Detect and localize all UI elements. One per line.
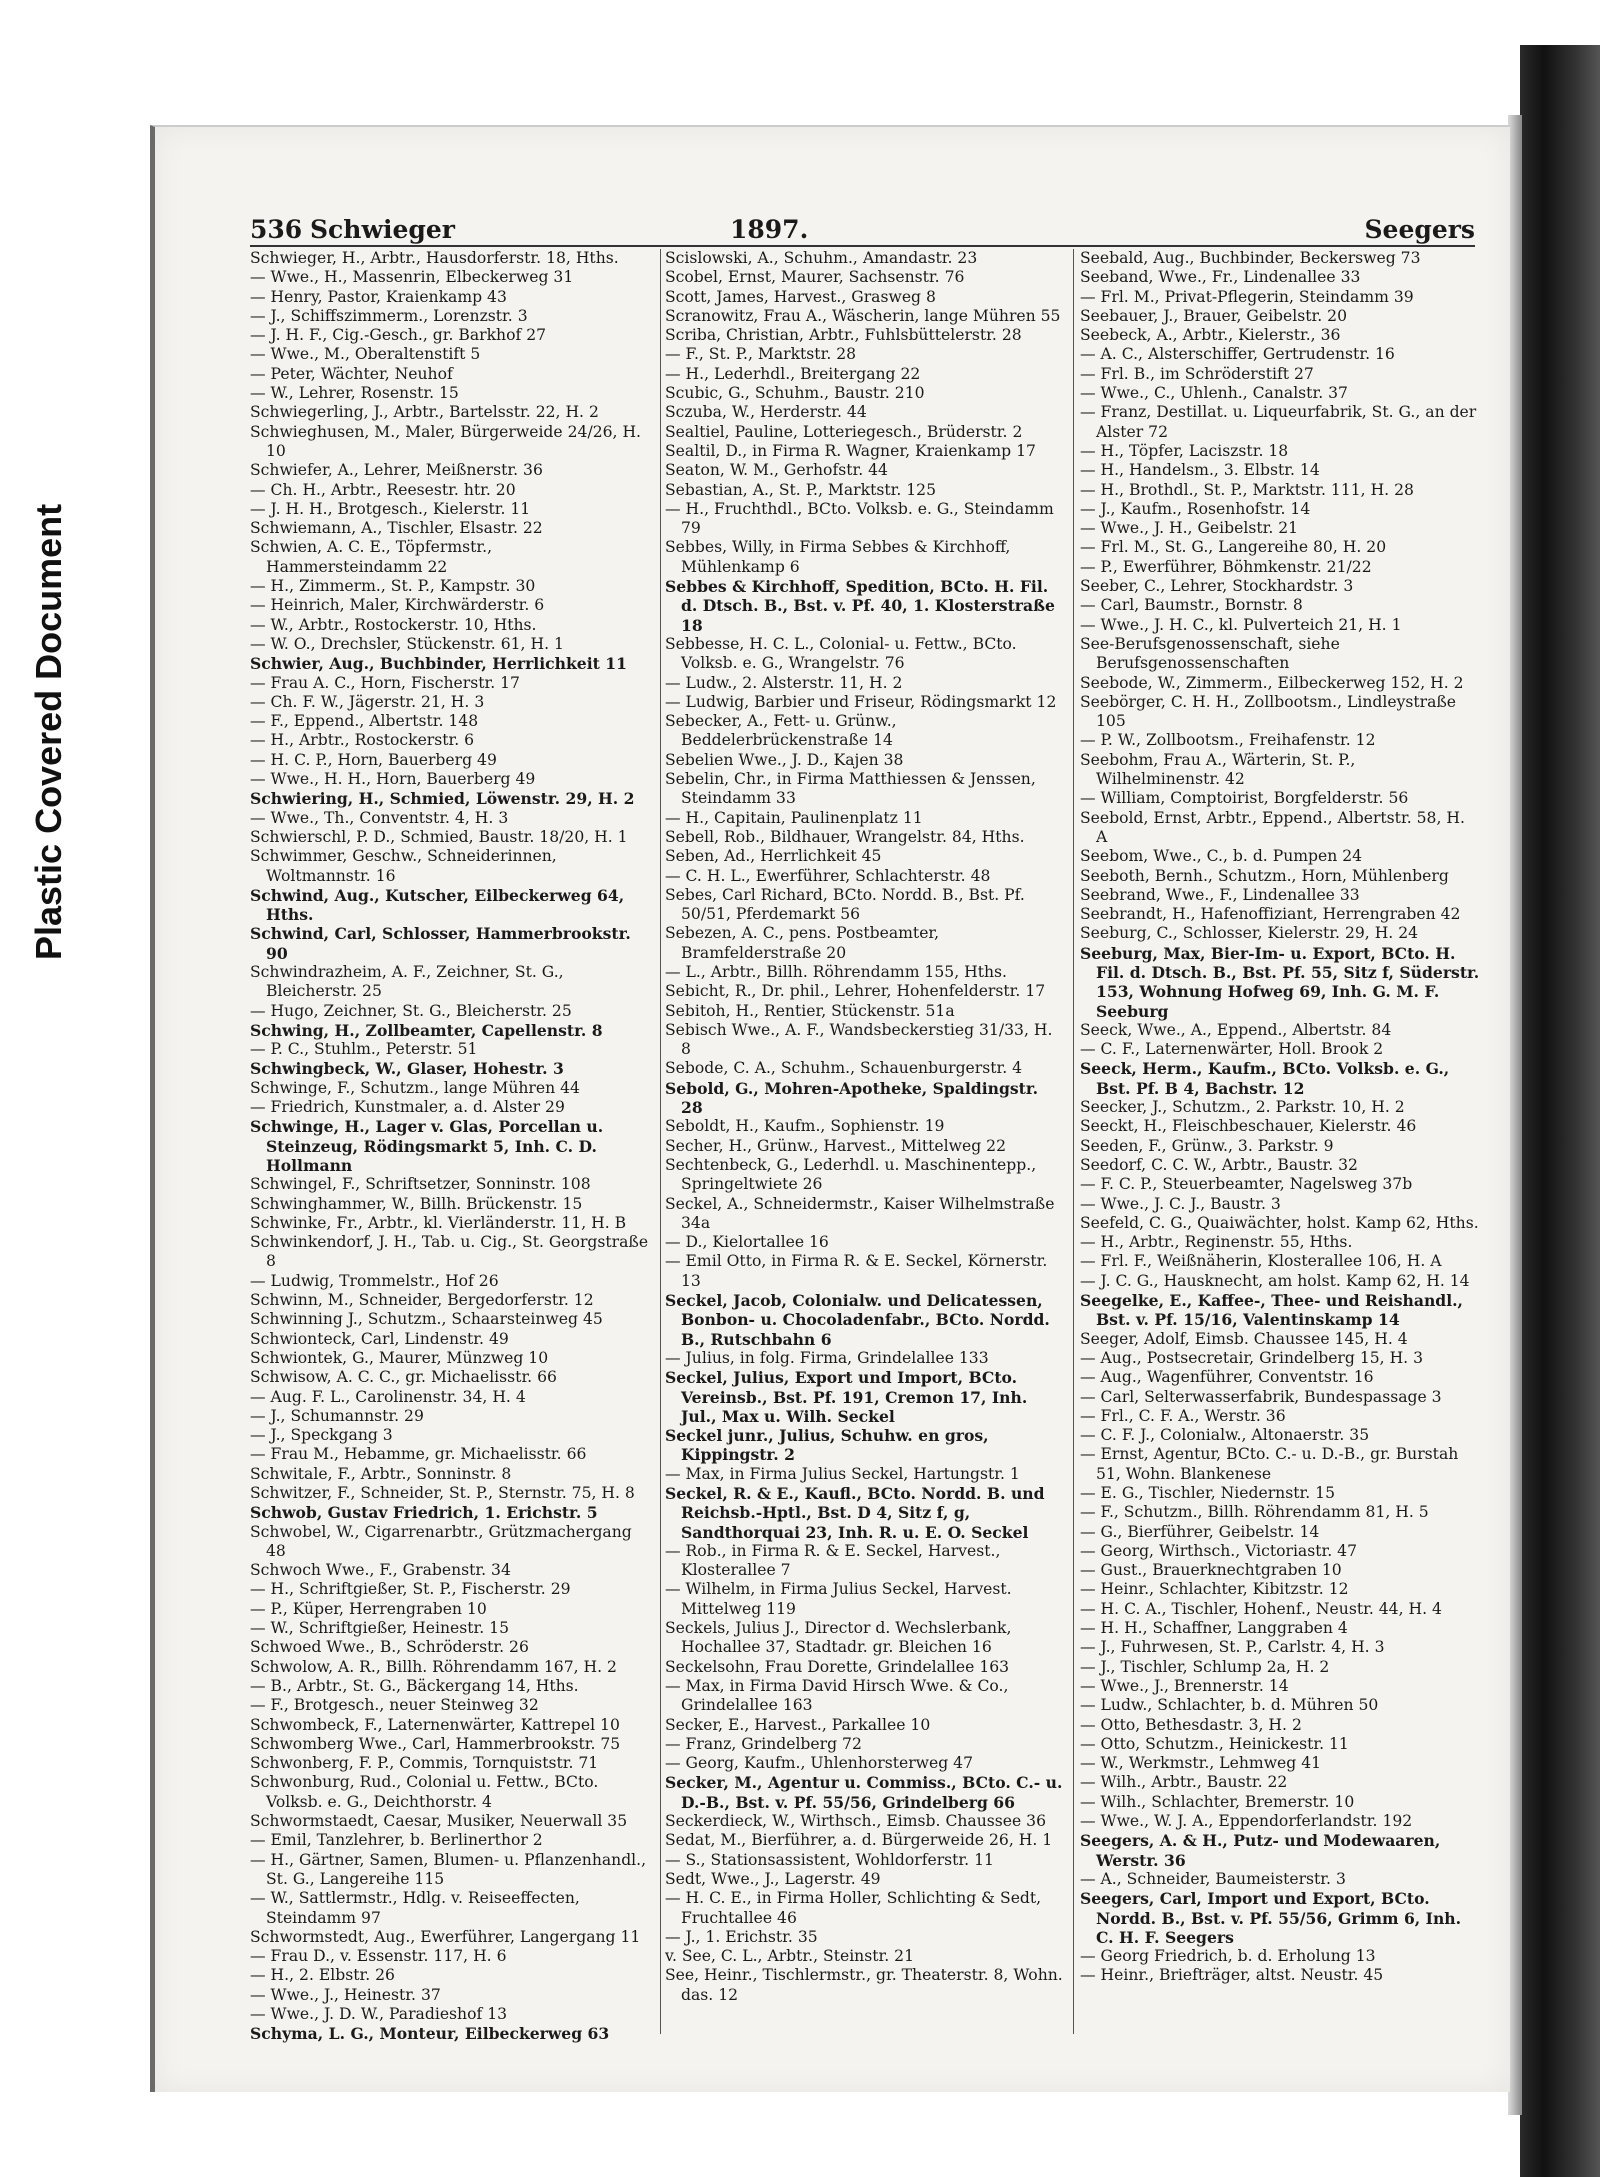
directory-entry: — H., Zimmerm., St. P., Kampstr. 30	[250, 577, 536, 596]
directory-entry: — Hugo, Zeichner, St. G., Bleicherstr. 25	[250, 1001, 572, 1020]
directory-entry: — Henry, Pastor, Kraienkamp 43	[250, 287, 507, 306]
directory-entry: — H. H., Schaffner, Langgraben 4	[1080, 1619, 1348, 1638]
directory-entry: — E. G., Tischler, Niedernstr. 15	[1080, 1484, 1335, 1502]
directory-entry: — F., Eppend., Albertstr. 148	[250, 712, 479, 731]
directory-entry: Schwoch Wwe., F., Grabenstr. 34	[250, 1561, 511, 1580]
directory-entry: — Aug., Wagenführer, Conventstr. 16	[1080, 1368, 1374, 1387]
directory-entry: — Franz, Grindelberg 72	[665, 1734, 862, 1753]
directory-entry: — H., Lederhdl., Breitergang 22	[665, 364, 921, 383]
directory-entry: Schwiemann, A., Tischler, Elsastr. 22	[250, 519, 543, 538]
directory-entry: — Wwe., J., Heinestr. 37	[250, 1985, 441, 2004]
directory-entry: — F. C. P., Steuerbeamter, Nagelsweg 37b	[1080, 1175, 1413, 1194]
directory-entry: Schwinghammer, W., Billh. Brückenstr. 15	[250, 1194, 583, 1213]
directory-entry: — S., Stationsassistent, Wohldorferstr. 11	[665, 1850, 994, 1869]
directory-entry: Schwisow, A. C. C., gr. Michaelisstr. 66	[250, 1368, 557, 1387]
directory-entry: — Wwe., J. H. C., kl. Pulverteich 21, H. 1	[1080, 615, 1402, 634]
directory-entry: Seebold, Ernst, Arbtr., Eppend., Albertstr. 58, H. A	[1080, 808, 1465, 846]
document-page	[150, 125, 1510, 2092]
directory-entry: — Ludwig, Trommelstr., Hof 26	[250, 1271, 499, 1290]
directory-entry: — A. C., Alsterschiffer, Gertrudenstr. 16	[1080, 345, 1395, 364]
directory-entry: — F., St. P., Marktstr. 28	[665, 345, 857, 364]
directory-entry: See-Berufsgenossenschaft, siehe Berufsgenossenschaften	[1080, 634, 1340, 673]
directory-entry: Sebold, G., Mohren-Apotheke, Spaldingstr. 28	[665, 1078, 1039, 1118]
directory-entry: — J., Tischler, Schlump 2a, H. 2	[1080, 1657, 1330, 1676]
directory-entry: Sebisch Wwe., A. F., Wandsbeckerstieg 31/33, H. 8	[665, 1020, 1053, 1059]
directory-entry: — Heinr., Briefträger, altst. Neustr. 45	[1080, 1966, 1384, 1985]
directory-entry: — P., Ewerführer, Böhmkenstr. 21/22	[1080, 557, 1372, 576]
header-right-word: Seegers	[1364, 215, 1475, 244]
directory-entry: — W. O., Drechsler, Stückenstr. 61, H. 1	[250, 634, 564, 653]
scanner-edge	[1520, 45, 1600, 2177]
directory-entry: — J., 1. Erichstr. 35	[665, 1927, 818, 1946]
directory-entry: — W., Werkmstr., Lehmweg 41	[1080, 1754, 1322, 1773]
directory-entry: — H., Töpfer, Laciszstr. 18	[1080, 441, 1289, 460]
directory-entry: — Wwe., M., Oberaltenstift 5	[250, 345, 481, 364]
directory-entry: Schwimmer, Geschw., Schneiderinnen, Woltmannstr. 16	[250, 847, 557, 885]
directory-entry: Schwitzer, F., Schneider, St. P., Sternstr. 75, H. 8	[250, 1484, 635, 1502]
directory-entry: Seeger, Adolf, Eimsb. Chaussee 145, H. 4	[1080, 1329, 1408, 1348]
directory-entry: — W., Sattlermstr., Hdlg. v. Reiseeffecten, Steindamm 97	[250, 1889, 580, 1927]
directory-entry: — J. H. F., Cig.-Gesch., gr. Barkhof 27	[250, 326, 547, 345]
directory-entry: Seegelke, E., Kaffee-, Thee- und Reishandl., Bst. v. Pf. 15/16, Valentinskamp 14	[1080, 1291, 1463, 1330]
directory-entry: Secker, E., Harvest., Parkallee 10	[665, 1715, 931, 1734]
directory-entry: — Ch. F. W., Jägerstr. 21, H. 3	[250, 692, 485, 711]
directory-entry: Seeboth, Bernh., Schutzm., Horn, Mühlenberg	[1080, 866, 1449, 885]
directory-entry: Schwien, A. C. E., Töpfermstr., Hammersteindamm 22	[250, 538, 493, 576]
directory-entry: — Frl. B., im Schröderstift 27	[1080, 364, 1314, 383]
directory-entry: — J., Schumannstr. 29	[250, 1406, 424, 1425]
directory-entry: Seckel, Jacob, Colonialw. und Delicatessen, Bonbon- u. Chocoladenfabr., BCto. Nordd. B., Rutschbahn 6	[665, 1291, 1050, 1349]
directory-column-3	[1080, 249, 1480, 1986]
directory-entry: Sealtil, D., in Firma R. Wagner, Kraienkamp 17	[665, 441, 1036, 460]
directory-entry: Seebrand, Wwe., F., Lindenallee 33	[1080, 885, 1360, 904]
directory-entry: — Ludwig, Barbier und Friseur, Rödingsmarkt 12	[665, 692, 1057, 711]
directory-entry: Seeden, F., Grünw., 3. Parkstr. 9	[1080, 1136, 1334, 1155]
directory-entry: Scislowski, A., Schuhm., Amandastr. 23	[665, 249, 978, 267]
directory-entry: — P., Küper, Herrengraben 10	[250, 1599, 487, 1618]
directory-entry: — J., Speckgang 3	[250, 1426, 393, 1445]
directory-entry: Seeband, Wwe., Fr., Lindenallee 33	[1080, 268, 1361, 287]
directory-entry: — H., Fruchthdl., BCto. Volksb. e. G., Steindamm 79	[665, 499, 1054, 538]
directory-entry: Sebicht, R., Dr. phil., Lehrer, Hohenfelderstr. 17	[665, 982, 1046, 1001]
directory-entry: Schwinn, M., Schneider, Bergedorferstr. 12	[250, 1291, 594, 1310]
directory-entry: — Frl. M., St. G., Langereihe 80, H. 20	[1080, 538, 1387, 557]
directory-entry: Scranowitz, Frau A., Wäscherin, lange Mühren 55	[665, 306, 1061, 325]
header-left-word: Schwieger	[310, 215, 455, 244]
directory-entry: — J. C. G., Hausknecht, am holst. Kamp 62, H. 14	[1080, 1271, 1470, 1290]
directory-entry: Seebörger, C. H. H., Zollbootsm., Lindleystraße 105	[1080, 692, 1457, 731]
directory-entry: — Frau A. C., Horn, Fischerstr. 17	[250, 673, 520, 692]
directory-entry: — H., Arbtr., Rostockerstr. 6	[250, 731, 475, 750]
directory-entry: — H. C. P., Horn, Bauerberg 49	[250, 750, 497, 769]
directory-entry: — Peter, Wächter, Neuhof	[250, 364, 453, 383]
column-divider	[660, 249, 661, 2034]
directory-entry: Sebbes, Willy, in Firma Sebbes & Kirchhoff, Mühlenkamp 6	[665, 538, 1011, 576]
directory-entry: — Aug. F. L., Carolinenstr. 34, H. 4	[250, 1387, 526, 1406]
directory-entry: Schwinning J., Schutzm., Schaarsteinweg 45	[250, 1310, 603, 1329]
directory-entry: — Emil, Tanzlehrer, b. Berlinerthor 2	[250, 1831, 543, 1850]
directory-entry: Scubic, G., Schuhm., Baustr. 210	[665, 384, 925, 403]
directory-entry: Seckel, Julius, Export und Import, BCto. Vereinsb., Bst. Pf. 191, Cremon 17, Inh. Jul., Max u. Wilh. Seckel	[665, 1368, 1028, 1426]
directory-entry: Schwindrazheim, A. F., Zeichner, St. G., Bleicherstr. 25	[250, 962, 564, 1001]
directory-entry: — Julius, in folg. Firma, Grindelallee 133	[665, 1348, 989, 1367]
directory-entry: — Frau M., Hebamme, gr. Michaelisstr. 66	[250, 1445, 587, 1464]
directory-entry: Sebes, Carl Richard, BCto. Nordd. B., Bst. Pf. 50/51, Pferdemarkt 56	[665, 885, 1025, 924]
directory-column-1	[250, 249, 650, 2044]
directory-entry: Seeck, Herm., Kaufm., BCto. Volksb. e. G., Bst. Pf. B 4, Bachstr. 12	[1080, 1059, 1450, 1098]
directory-entry: — Ludw., 2. Alsterstr. 11, H. 2	[665, 673, 903, 692]
directory-entry: Seebohm, Frau A., Wärterin, St. P., Wilhelminenstr. 42	[1080, 750, 1356, 789]
directory-entry: Seeck, Wwe., A., Eppend., Albertstr. 84	[1080, 1020, 1392, 1039]
directory-entry: Seefeld, C. G., Quaiwächter, holst. Kamp 62, Hths.	[1080, 1213, 1479, 1232]
directory-entry: — Ernst, Agentur, BCto. C.- u. D.-B., gr. Burstah 51, Wohn. Blankenese	[1080, 1445, 1459, 1483]
directory-entry: — Ludw., Schlachter, b. d. Mühren 50	[1080, 1696, 1379, 1715]
directory-entry: Schwomberg Wwe., Carl, Hammerbrookstr. 75	[250, 1734, 621, 1753]
directory-entry: See, Heinr., Tischlermstr., gr. Theaterstr. 8, Wohn. das. 12	[665, 1966, 1063, 2004]
directory-entry: Schwinkendorf, J. H., Tab. u. Cig., St. Georgstraße 8	[250, 1233, 649, 1271]
directory-entry: — B., Arbtr., St. G., Bäckergang 14, Hths.	[250, 1676, 579, 1695]
directory-entry: Seecker, J., Schutzm., 2. Parkstr. 10, H. 2	[1080, 1098, 1405, 1117]
directory-entry: Sebbes & Kirchhoff, Spedition, BCto. H. Fil. d. Dtsch. B., Bst. v. Pf. 40, 1. Klosterstraße 18	[665, 577, 1055, 635]
page-number: 536	[250, 215, 303, 244]
directory-entry: Sealtiel, Pauline, Lotteriegesch., Brüderstr. 2	[665, 422, 1023, 441]
directory-entry: Sebell, Rob., Bildhauer, Wrangelstr. 84, Hths.	[665, 827, 1025, 846]
directory-entry: Sebelien Wwe., J. D., Kajen 38	[665, 750, 904, 769]
directory-entry: Sebezen, A. C., pens. Postbeamter, Bramfelderstraße 20	[665, 924, 940, 962]
directory-entry: Seben, Ad., Herrlichkeit 45	[665, 847, 882, 866]
directory-entry: — H., Brothdl., St. P., Marktstr. 111, H. 28	[1080, 480, 1414, 499]
directory-entry: — J., Schiffszimmerm., Lorenzstr. 3	[250, 306, 528, 325]
directory-entry: — C. H. L., Ewerführer, Schlachterstr. 48	[665, 866, 991, 885]
directory-entry: Schwitale, F., Arbtr., Sonninstr. 8	[250, 1464, 512, 1483]
directory-entry: — Aug., Postsecretair, Grindelberg 15, H. 3	[1080, 1348, 1424, 1367]
directory-entry: — C. F., Laternenwärter, Holl. Brook 2	[1080, 1040, 1384, 1059]
directory-entry: — Wilh., Schlachter, Bremerstr. 10	[1080, 1792, 1355, 1811]
directory-entry: — J., Fuhrwesen, St. P., Carlstr. 4, H. 3	[1080, 1638, 1385, 1657]
directory-entry: Seboldt, H., Kaufm., Sophienstr. 19	[665, 1117, 945, 1136]
next-page-edge	[1508, 115, 1522, 2115]
directory-entry: — Emil Otto, in Firma R. & E. Seckel, Körnerstr. 13	[665, 1252, 1048, 1290]
directory-entry: — F., Brotgesch., neuer Steinweg 32	[250, 1696, 539, 1715]
column-divider	[1073, 249, 1074, 2034]
directory-entry: — Georg Friedrich, b. d. Erholung 13	[1080, 1947, 1376, 1966]
directory-entry: Sedt, Wwe., J., Lagerstr. 49	[665, 1869, 881, 1888]
directory-entry: Seeckt, H., Fleischbeschauer, Kielerstr. 46	[1080, 1117, 1417, 1136]
directory-entry: — Wwe., C., Uhlenh., Canalstr. 37	[1080, 384, 1348, 403]
directory-entry: — Wwe., W. J. A., Eppendorferlandstr. 192	[1080, 1812, 1413, 1831]
directory-entry: Schwier, Aug., Buchbinder, Herrlichkeit 11	[250, 654, 627, 674]
directory-entry: Seeber, C., Lehrer, Stockhardstr. 3	[1080, 577, 1354, 596]
directory-entry: — H. C. E., in Firma Holler, Schlichting & Sedt, Fruchtallee 46	[665, 1889, 1042, 1927]
directory-entry: — F., Schutzm., Billh. Röhrendamm 81, H. 5	[1080, 1503, 1429, 1522]
directory-entry: — H., Capitain, Paulinenplatz 11	[665, 808, 923, 827]
directory-entry: Seebom, Wwe., C., b. d. Pumpen 24	[1080, 847, 1363, 866]
directory-entry: Schwob, Gustav Friedrich, 1. Erichstr. 5	[250, 1503, 598, 1523]
directory-entry: — H., Arbtr., Reginenstr. 55, Hths.	[1080, 1233, 1353, 1252]
directory-entry: Schwingel, F., Schriftsetzer, Sonninstr. 108	[250, 1175, 591, 1194]
directory-entry: Seegers, A. & H., Putz- und Modewaaren, Werstr. 36	[1080, 1831, 1441, 1870]
side-label: Plastic Covered Document	[28, 503, 69, 960]
directory-entry: — Ch. H., Arbtr., Reesestr. htr. 20	[250, 480, 516, 499]
directory-entry: — H., Handelsm., 3. Elbstr. 14	[1080, 461, 1320, 480]
directory-entry: Schwieger, H., Arbtr., Hausdorferstr. 18, Hths.	[250, 249, 619, 267]
directory-entry: Sebbesse, H. C. L., Colonial- u. Fettw., BCto. Volksb. e. G., Wrangelstr. 76	[665, 634, 1017, 673]
directory-entry: — A., Schneider, Baumeisterstr. 3	[1080, 1869, 1346, 1888]
directory-entry: — W., Schriftgießer, Heinestr. 15	[250, 1619, 510, 1638]
directory-entry: Seckel, A., Schneidermstr., Kaiser Wilhelmstraße 34a	[665, 1194, 1055, 1232]
directory-entry: — Wwe., J. D. W., Paradieshof 13	[250, 2005, 508, 2024]
directory-entry: Secker, M., Agentur u. Commiss., BCto. C.- u. D.-B., Bst. v. Pf. 55/56, Grindelberg 66	[665, 1773, 1063, 1812]
directory-entry: Seckel junr., Julius, Schuhw. en gros, Kippingstr. 2	[665, 1426, 989, 1465]
directory-entry: Schwormstedt, Aug., Ewerführer, Langergang 11	[250, 1927, 641, 1946]
directory-entry: — Georg, Kaufm., Uhlenhorsterweg 47	[665, 1754, 974, 1773]
directory-entry: Seegers, Carl, Import und Export, BCto. Nordd. B., Bst. v. Pf. 55/56, Grimm 6, Inh. C. H. F. Seegers	[1080, 1889, 1462, 1947]
directory-entry: Schyma, L. G., Monteur, Eilbeckerweg 63	[250, 2024, 610, 2044]
directory-entry: Schwiegerling, J., Arbtr., Bartelsstr. 22, H. 2	[250, 403, 599, 422]
directory-entry: Schwierschl, P. D., Schmied, Baustr. 18/20, H. 1	[250, 827, 628, 846]
directory-entry: Seebeck, A., Arbtr., Kielerstr., 36	[1080, 326, 1341, 345]
header-rule	[250, 245, 1475, 247]
header-year: 1897.	[730, 215, 809, 244]
directory-entry: Schwormstaedt, Caesar, Musiker, Neuerwall 35	[250, 1812, 628, 1831]
directory-entry: — Wwe., J., Brennerstr. 14	[1080, 1676, 1289, 1695]
directory-entry: Sebelin, Chr., in Firma Matthiessen & Jenssen, Steindamm 33	[665, 770, 1036, 808]
directory-entry: Schwonberg, F. P., Commis, Tornquiststr. 71	[250, 1754, 599, 1773]
directory-entry: Seebrandt, H., Hafenoffiziant, Herrengraben 42	[1080, 905, 1461, 924]
directory-entry: Schwionteck, Carl, Lindenstr. 49	[250, 1329, 509, 1348]
directory-entry: — L., Arbtr., Billh. Röhrendamm 155, Hths.	[665, 962, 1007, 981]
directory-entry: — Heinrich, Maler, Kirchwärderstr. 6	[250, 596, 545, 615]
directory-entry: — Carl, Selterwasserfabrik, Bundespassage 3	[1080, 1387, 1442, 1406]
directory-entry: Scriba, Christian, Arbtr., Fuhlsbüttelerstr. 28	[665, 326, 1022, 345]
directory-entry: — Frl. M., Privat-Pflegerin, Steindamm 39	[1080, 287, 1414, 306]
directory-entry: Scott, James, Harvest., Grasweg 8	[665, 287, 936, 306]
directory-entry: — Max, in Firma David Hirsch Wwe. & Co., Grindelallee 163	[665, 1676, 1009, 1715]
directory-entry: Sczuba, W., Herderstr. 44	[665, 403, 867, 422]
directory-entry: Schwolow, A. R., Billh. Röhrendamm 167, H. 2	[250, 1657, 617, 1676]
directory-entry: Seebauer, J., Brauer, Geibelstr. 20	[1080, 306, 1348, 325]
directory-entry: Schwieghusen, M., Maler, Bürgerweide 24/26, H. 10	[250, 422, 642, 460]
directory-entry: — H. C. A., Tischler, Hohenf., Neustr. 44, H. 4	[1080, 1599, 1442, 1618]
directory-entry: — Heinr., Schlachter, Kibitzstr. 12	[1080, 1580, 1349, 1599]
directory-entry: Seckel, R. & E., Kaufl., BCto. Nordd. B. und Reichsb.-Hptl., Bst. D 4, Sitz f, g, Sandthorquai 23, Inh. R. u. E. O. Seckel	[665, 1484, 1045, 1542]
directory-entry: Schwing, H., Zollbeamter, Capellenstr. 8	[250, 1020, 603, 1040]
directory-entry: — C. F. J., Colonialw., Altonaerstr. 35	[1080, 1426, 1370, 1445]
directory-entry: — H., Schriftgießer, St. P., Fischerstr. 29	[250, 1580, 571, 1599]
directory-entry: — J., Kaufm., Rosenhofstr. 14	[1080, 499, 1311, 518]
directory-entry: Schwiontek, G., Maurer, Münzweg 10	[250, 1348, 549, 1367]
directory-entry: Sebode, C. A., Schuhm., Schauenburgerstr. 4	[665, 1059, 1023, 1078]
directory-entry: Seebode, W., Zimmerm., Eilbeckerweg 152, H. 2	[1080, 673, 1464, 692]
directory-entry: — Friedrich, Kunstmaler, a. d. Alster 29	[250, 1098, 565, 1117]
directory-entry: — Wwe., Th., Conventstr. 4, H. 3	[250, 808, 509, 827]
directory-entry: — Max, in Firma Julius Seckel, Hartungstr. 1	[665, 1464, 1020, 1483]
directory-entry: — P. C., Stuhlm., Peterstr. 51	[250, 1040, 478, 1059]
directory-entry: Schwind, Aug., Kutscher, Eilbeckerweg 64, Hths.	[250, 885, 625, 925]
directory-entry: — Frl., C. F. A., Werstr. 36	[1080, 1406, 1286, 1425]
directory-entry: — Wwe., J. C. J., Baustr. 3	[1080, 1194, 1281, 1213]
directory-entry: — H., Gärtner, Samen, Blumen- u. Pflanzenhandl., St. G., Langereihe 115	[250, 1850, 647, 1888]
directory-entry: — Georg, Wirthsch., Victoriastr. 47	[1080, 1541, 1357, 1560]
directory-entry: Schwobel, W., Cigarrenarbtr., Grützmachergang 48	[250, 1522, 632, 1560]
directory-entry: — Rob., in Firma R. & E. Seckel, Harvest., Klosterallee 7	[665, 1541, 1001, 1580]
directory-entry: Seedorf, C. C. W., Arbtr., Baustr. 32	[1080, 1155, 1358, 1174]
directory-entry: — Wilh., Arbtr., Baustr. 22	[1080, 1773, 1288, 1792]
directory-entry: — Wwe., J. H., Geibelstr. 21	[1080, 519, 1299, 538]
directory-entry: — W., Arbtr., Rostockerstr. 10, Hths.	[250, 615, 537, 634]
directory-entry: Secher, H., Grünw., Harvest., Mittelweg 22	[665, 1136, 1006, 1155]
directory-entry: Sebastian, A., St. P., Marktstr. 125	[665, 480, 937, 499]
directory-entry: — Wwe., H. H., Horn, Bauerberg 49	[250, 770, 536, 789]
directory-entry: Sebecker, A., Fett- u. Grünw., Beddelerbrückenstraße 14	[665, 712, 897, 750]
directory-entry: Sedat, M., Bierführer, a. d. Bürgerweide 26, H. 1	[665, 1831, 1053, 1850]
directory-entry: — W., Lehrer, Rosenstr. 15	[250, 384, 459, 403]
directory-entry: Scobel, Ernst, Maurer, Sachsenstr. 76	[665, 268, 965, 287]
directory-entry: — P. W., Zollbootsm., Freihafenstr. 12	[1080, 731, 1376, 750]
directory-entry: Seckelsohn, Frau Dorette, Grindelallee 163	[665, 1657, 1010, 1676]
directory-entry: — Otto, Bethesdastr. 3, H. 2	[1080, 1715, 1302, 1734]
directory-entry: Seckels, Julius J., Director d. Wechslerbank, Hochallee 37, Stadtadr. gr. Bleichen 16	[665, 1619, 1012, 1657]
directory-entry: — Carl, Baumstr., Bornstr. 8	[1080, 596, 1303, 615]
directory-entry: Schwingbeck, W., Glaser, Hohestr. 3	[250, 1059, 564, 1079]
directory-entry: — J. H. H., Brotgesch., Kielerstr. 11	[250, 499, 531, 518]
directory-entry: Schwinke, Fr., Arbtr., kl. Vierländerstr. 11, H. B	[250, 1213, 627, 1232]
directory-entry: Schwiering, H., Schmied, Löwenstr. 29, H. 2	[250, 789, 635, 809]
directory-entry: Schwinge, F., Schutzm., lange Mühren 44	[250, 1078, 580, 1097]
directory-entry: Schwoed Wwe., B., Schröderstr. 26	[250, 1638, 529, 1657]
directory-entry: Seebald, Aug., Buchbinder, Beckersweg 73	[1080, 249, 1421, 267]
directory-entry: — G., Bierführer, Geibelstr. 14	[1080, 1522, 1320, 1541]
directory-entry: — Otto, Schutzm., Heinickestr. 11	[1080, 1734, 1349, 1753]
directory-entry: — Frau D., v. Essenstr. 117, H. 6	[250, 1947, 507, 1966]
directory-entry: Seaton, W. M., Gerhofstr. 44	[665, 461, 888, 480]
directory-entry: Schwiefer, A., Lehrer, Meißnerstr. 36	[250, 461, 543, 480]
directory-entry: — Gust., Brauerknechtgraben 10	[1080, 1561, 1342, 1580]
directory-entry: — William, Comptoirist, Borgfelderstr. 56	[1080, 789, 1409, 808]
directory-entry: — Wwe., H., Massenrin, Elbeckerweg 31	[250, 268, 574, 287]
directory-entry: — D., Kielortallee 16	[665, 1233, 829, 1252]
directory-entry: — Franz, Destillat. u. Liqueurfabrik, St. G., an der Alster 72	[1080, 403, 1477, 441]
directory-entry: Seeburg, C., Schlosser, Kielerstr. 29, H. 24	[1080, 924, 1419, 943]
directory-entry: Seeburg, Max, Bier-Im- u. Export, BCto. H. Fil. d. Dtsch. B., Bst. Pf. 55, Sitz f, Süderstr. 153, Wohnung Hofweg 69, Inh. G. M. F. Seeburg	[1080, 943, 1480, 1021]
directory-entry: — Wilhelm, in Firma Julius Seckel, Harvest. Mittelweg 119	[665, 1580, 1012, 1618]
directory-entry: Schwonburg, Rud., Colonial u. Fettw., BCto. Volksb. e. G., Deichthorstr. 4	[250, 1773, 599, 1811]
directory-entry: Sebitoh, H., Rentier, Stückenstr. 51a	[665, 1001, 955, 1020]
directory-entry: v. See, C. L., Arbtr., Steinstr. 21	[665, 1947, 914, 1966]
directory-entry: — Frl. F., Weißnäherin, Klosterallee 106, H. A	[1080, 1252, 1442, 1271]
directory-entry: Schwombeck, F., Laternenwärter, Kattrepel 10	[250, 1715, 620, 1734]
directory-entry: Seckerdieck, W., Wirthsch., Eimsb. Chaussee 36	[665, 1812, 1047, 1831]
directory-entry: Schwind, Carl, Schlosser, Hammerbrookstr. 90	[250, 924, 631, 963]
directory-entry: Sechtenbeck, G., Lederhdl. u. Maschinentepp., Springeltwiete 26	[665, 1155, 1037, 1194]
directory-entry: Schwinge, H., Lager v. Glas, Porcellan u. Steinzeug, Rödingsmarkt 5, Inh. C. D. Hollmann	[250, 1117, 604, 1175]
directory-entry: — H., 2. Elbstr. 26	[250, 1966, 395, 1985]
directory-column-2	[665, 249, 1065, 2005]
